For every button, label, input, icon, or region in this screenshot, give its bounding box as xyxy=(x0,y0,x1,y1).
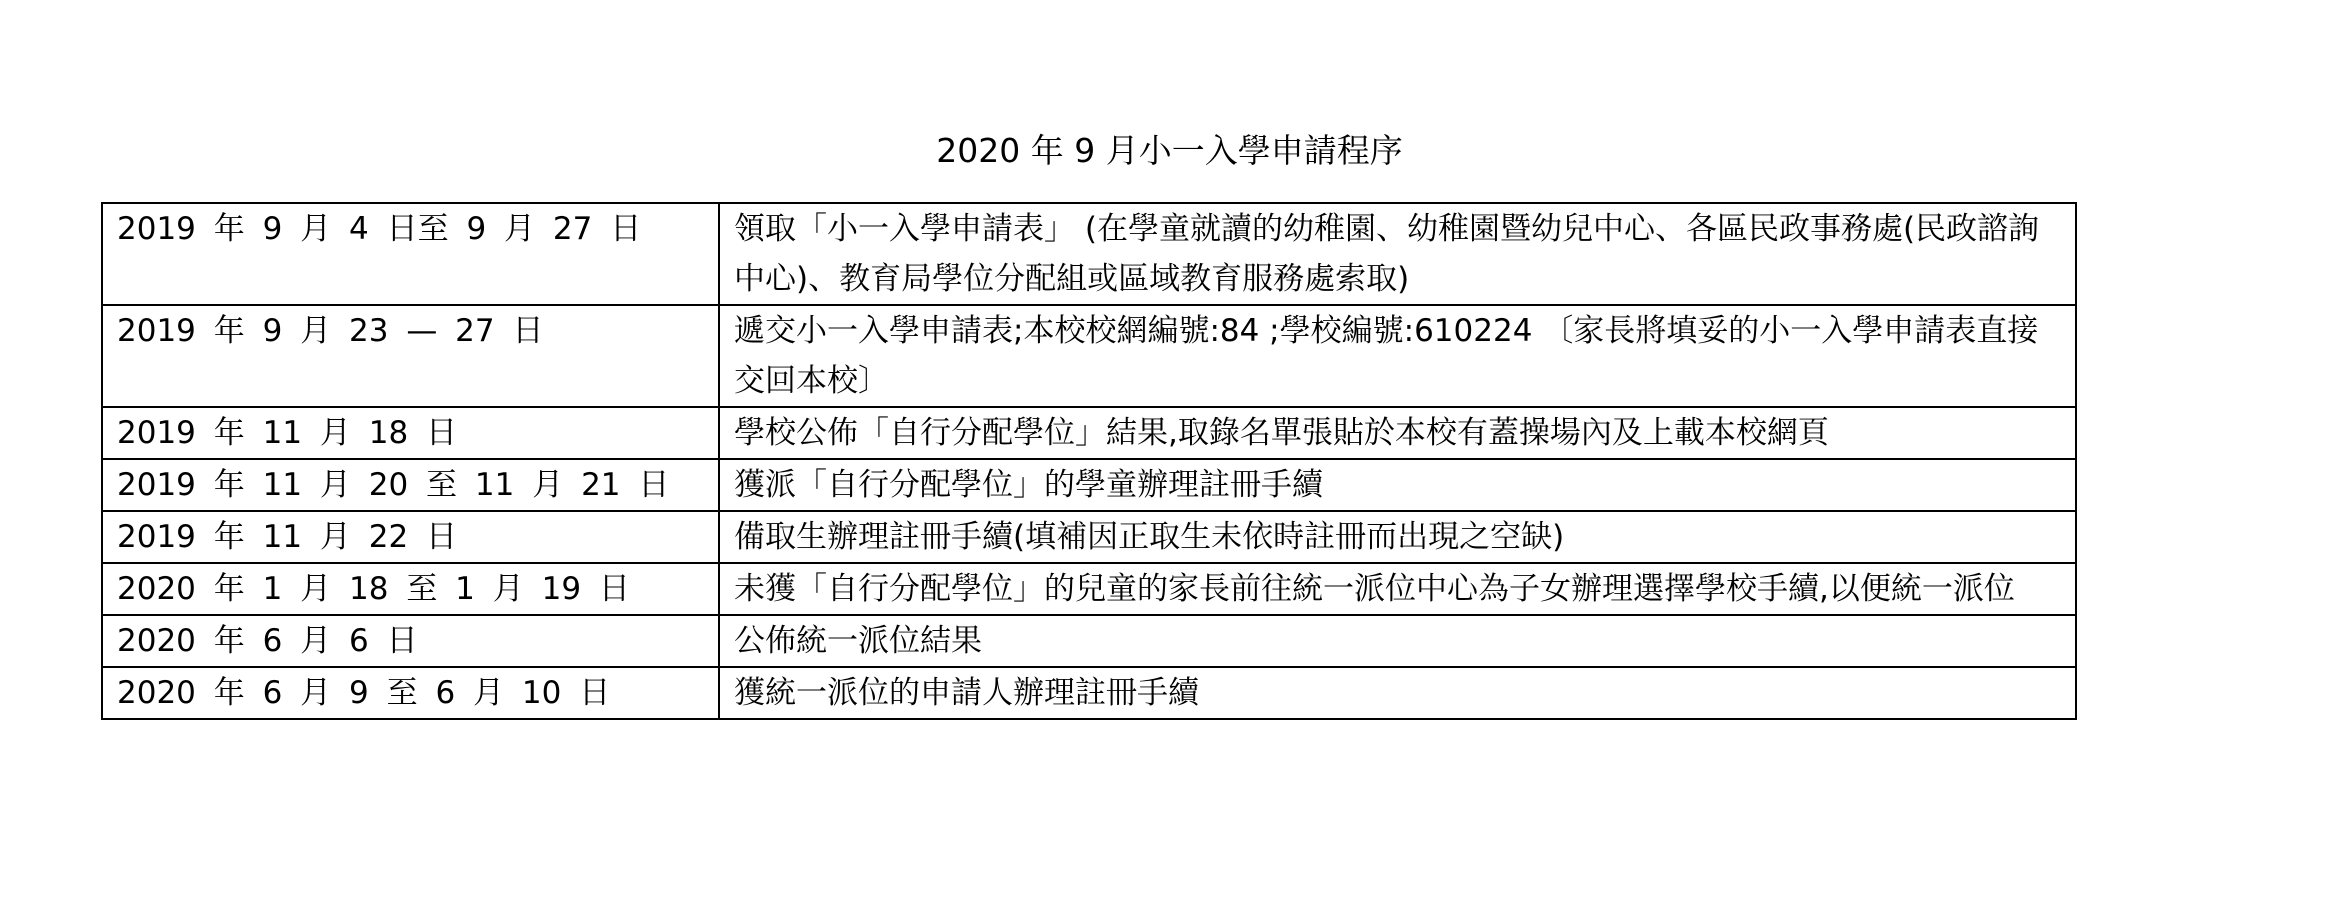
schedule-table xyxy=(101,202,2077,720)
date-cell: 2019 年 9 月 4 日至 9 月 27 日 xyxy=(102,203,719,305)
description-cell: 領取「小一入學申請表」 (在學童就讀的幼稚園、幼稚園暨幼兒中心、各區民政事務處(民政諮詢中心)、教育局學位分配組或區域教育服務處索取) xyxy=(719,203,2076,305)
description-cell: 獲統一派位的申請人辦理註冊手續 xyxy=(719,667,2076,719)
table-row xyxy=(102,305,2076,407)
description-cell: 未獲「自行分配學位」的兒童的家長前往統一派位中心為子女辦理選擇學校手續,以便統一派位 xyxy=(719,563,2076,615)
date-cell: 2019 年 11 月 22 日 xyxy=(102,511,719,563)
date-cell: 2020 年 6 月 6 日 xyxy=(102,615,719,667)
description-cell: 備取生辦理註冊手續(填補因正取生未依時註冊而出現之空缺) xyxy=(719,511,2076,563)
table-row xyxy=(102,407,2076,459)
date-cell: 2019 年 9 月 23 — 27 日 xyxy=(102,305,719,407)
description-cell: 學校公佈「自行分配學位」結果,取錄名單張貼於本校有蓋操場內及上載本校網頁 xyxy=(719,407,2076,459)
description-cell: 遞交小一入學申請表;本校校網編號:84 ;學校編號:610224 〔家長將填妥的小一入學申請表直接交回本校〕 xyxy=(719,305,2076,407)
table-row xyxy=(102,203,2076,305)
table-row xyxy=(102,615,2076,667)
table-row xyxy=(102,511,2076,563)
table-row xyxy=(102,563,2076,615)
date-cell: 2019 年 11 月 20 至 11 月 21 日 xyxy=(102,459,719,511)
table-row xyxy=(102,459,2076,511)
date-cell: 2020 年 6 月 9 至 6 月 10 日 xyxy=(102,667,719,719)
page-title: 2020 年 9 月小一入學申請程序 xyxy=(936,131,1403,170)
description-cell: 公佈統一派位結果 xyxy=(719,615,2076,667)
description-cell: 獲派「自行分配學位」的學童辦理註冊手續 xyxy=(719,459,2076,511)
date-cell: 2020 年 1 月 18 至 1 月 19 日 xyxy=(102,563,719,615)
table-row xyxy=(102,667,2076,719)
date-cell: 2019 年 11 月 18 日 xyxy=(102,407,719,459)
